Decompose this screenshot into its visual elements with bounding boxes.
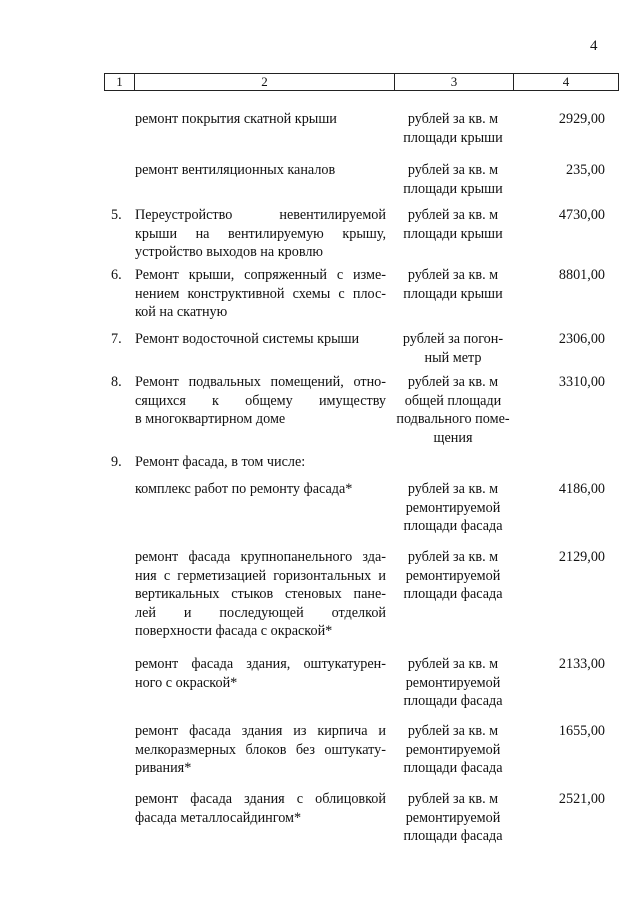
unit-line: рублей за кв. м	[407, 791, 499, 807]
unit-line: рублей за кв. м	[407, 111, 499, 127]
unit-line: площади фасада	[403, 586, 503, 602]
row-description	[135, 206, 386, 262]
description-line: ремонт фасада крупнопанельного зда-	[135, 549, 386, 565]
description-line: ного с окраской*	[135, 674, 238, 691]
row-unit	[396, 206, 510, 243]
unit-line: рублей за кв. м	[407, 723, 499, 739]
description-line: фасада металлосайдингом*	[135, 809, 302, 826]
row-price: 2929,00	[558, 111, 605, 127]
row-number: 6.	[111, 267, 122, 283]
unit-line: рублей за кв. м	[407, 481, 499, 497]
table-header-row	[104, 73, 619, 91]
unit-line: площади фасада	[403, 828, 503, 844]
row-number: 8.	[111, 374, 122, 390]
table-header-col-4: 4	[562, 74, 570, 89]
row-price: 4730,00	[558, 207, 605, 223]
description-line: мелкоразмерных блоков без оштукату-	[135, 741, 386, 758]
description-line: ремонт фасада здания, оштукатурен-	[135, 656, 386, 672]
description-line: ремонт фасада здания из кирпича и	[135, 723, 386, 739]
table-header-col-2: 2	[135, 74, 395, 90]
unit-line: рублей за кв. м	[407, 374, 499, 390]
unit-line: площади фасада	[403, 518, 503, 534]
description-line: крыши на вентилируемую крышу,	[135, 225, 386, 242]
row-price: 2521,00	[558, 791, 605, 807]
description-line: ремонт покрытия скатной крыши	[135, 111, 337, 127]
description-line: поверхности фасада с окраской*	[135, 623, 333, 639]
unit-line: ремонтируемой	[405, 809, 501, 826]
row-description	[135, 266, 386, 322]
unit-line: рублей за кв. м	[407, 162, 499, 178]
row-unit	[396, 373, 510, 447]
row-number: 7.	[111, 331, 122, 347]
table-header-col-1: 1	[105, 74, 135, 90]
row-price: 1655,00	[558, 723, 605, 739]
description-line: ремонт вентиляционных каналов	[135, 162, 336, 178]
unit-line: рублей за кв. м	[407, 549, 499, 565]
description-line: ремонт фасада здания с облицовкой	[135, 791, 386, 807]
table-header-col-3: 3	[395, 74, 514, 90]
description-line: устройство выходов на кровлю	[135, 244, 324, 260]
row-unit	[396, 266, 510, 303]
row-unit	[396, 722, 510, 778]
description-line: Переустройство невентилируемой	[135, 207, 386, 223]
row-price: 8801,00	[558, 267, 605, 283]
unit-line: рублей за кв. м	[407, 207, 499, 223]
description-line: вертикальных стыков стеновых пане-	[135, 586, 386, 602]
row-description	[135, 110, 386, 129]
description-line: Ремонт фасада, в том числе:	[135, 454, 306, 470]
row-number: 5.	[111, 207, 122, 223]
unit-line: площади фасада	[403, 693, 503, 709]
unit-line: площади крыши	[403, 225, 503, 242]
description-line: в многоквартирном доме	[135, 411, 286, 427]
description-line: нением конструктивной схемы с плос-	[135, 285, 386, 302]
row-price: 3310,00	[558, 374, 605, 390]
unit-line: ремонтируемой	[405, 741, 501, 758]
row-price: 2129,00	[558, 549, 605, 565]
description-line: Ремонт водосточной системы крыши	[135, 331, 360, 347]
row-unit	[396, 480, 510, 536]
unit-line: рублей за погон-	[402, 331, 504, 347]
row-price: 2306,00	[558, 331, 605, 347]
row-description	[135, 480, 386, 499]
unit-line: площади фасада	[403, 760, 503, 776]
unit-line: щения	[433, 429, 473, 446]
row-description	[135, 453, 386, 472]
unit-line: ремонтируемой	[405, 674, 501, 691]
unit-line: площади крыши	[403, 129, 503, 146]
page-number: 4	[590, 38, 598, 54]
row-price: 2133,00	[558, 656, 605, 672]
description-line: ривания*	[135, 760, 192, 776]
row-description	[135, 330, 386, 349]
row-unit	[396, 330, 510, 367]
description-line: кой на скатную	[135, 304, 228, 320]
unit-line: ремонтируемой	[405, 567, 501, 584]
row-unit	[396, 655, 510, 711]
row-unit	[396, 110, 510, 147]
row-description	[135, 790, 386, 827]
unit-line: общей площади	[404, 392, 502, 409]
unit-line: рублей за кв. м	[407, 656, 499, 672]
unit-line: ный метр	[424, 349, 482, 366]
unit-line: площади крыши	[403, 285, 503, 302]
description-line: лей и последующей отделкой	[135, 604, 386, 621]
unit-line: площади крыши	[403, 180, 503, 197]
description-line: ния с герметизацией горизонтальных и	[135, 567, 386, 584]
row-unit	[396, 790, 510, 846]
unit-line: рублей за кв. м	[407, 267, 499, 283]
row-description	[135, 722, 386, 778]
description-line: сящихся к общему имуществу	[135, 392, 386, 409]
row-price: 235,00	[565, 162, 605, 178]
row-number: 9.	[111, 454, 122, 470]
row-description	[135, 548, 386, 641]
row-price: 4186,00	[558, 481, 605, 497]
description-line: Ремонт подвальных помещений, отно-	[135, 374, 386, 390]
row-description	[135, 161, 386, 180]
description-line: Ремонт крыши, сопряженный с изме-	[135, 267, 386, 283]
row-description	[135, 373, 386, 429]
row-description	[135, 655, 386, 692]
unit-line: подвального поме-	[396, 411, 510, 427]
row-unit	[396, 161, 510, 198]
row-unit	[396, 548, 510, 604]
description-line: комплекс работ по ремонту фасада*	[135, 481, 353, 497]
unit-line: ремонтируемой	[405, 499, 501, 516]
